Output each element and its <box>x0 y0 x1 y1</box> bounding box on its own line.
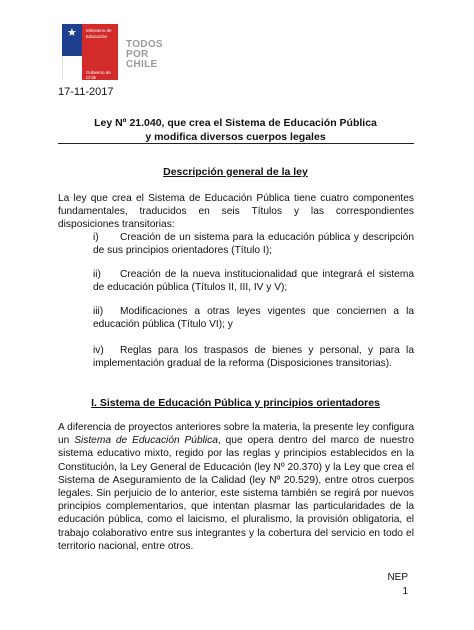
footer-code: NEP <box>387 572 408 583</box>
system-paragraph: A diferencia de proyectos anteriores sobre la materia, la presente ley configura un Sistema de Educación Pública, que opera dentro del marco de nuestro sistema educativo mixto, regido por las reglas y principios establecidos en la Constitución, la Ley General de Educación (ley Nº 20.370) y la Ley que crea el Sistema de Aseguramiento de la Calidad (ley Nº 20.529), entre otros cuerpos legales. Sin perjuicio de lo anterior, este sistema también se regirá por nuevos principios complementarios, que intentan plasmar las particularidades de la educación pública, como el laicismo, el pluralismo, la provisión obligatoria, el trabajo colaborativo entre sus integrantes y la cobertura del servicio en todo el territorio nacional, entre otros. <box>58 422 414 552</box>
section-heading-general: Descripción general de la ley <box>163 166 308 178</box>
logo-gov-text: Gobierno de Chile <box>86 70 111 80</box>
intro-paragraph: La ley que crea el Sistema de Educación Pública tiene cuatro componentes fundamentales, traducidos en seis Títulos y las correspondientes disposiciones transitorias: <box>58 193 414 231</box>
logo-slogan: TODOS POR CHILE <box>126 39 163 70</box>
list-item: iv) Reglas para los traspasos de bienes y personal, y para la implementación gradual de la reforma (Disposiciones transitorias). <box>93 345 414 370</box>
section-heading-system: I. Sistema de Educación Pública y principios orientadores <box>91 397 380 409</box>
list-item: iii) Modificaciones a otras leyes vigentes que conciernen a la educación pública (Título VI); y <box>93 306 414 331</box>
logo-ministry-text: Ministerio de Educación <box>86 28 112 39</box>
star-icon: ★ <box>67 27 77 39</box>
logo-emblem <box>62 24 118 80</box>
title-divider <box>58 143 414 144</box>
ministry-logo <box>62 24 162 82</box>
page-number: 1 <box>402 586 408 597</box>
document-date: 17-11-2017 <box>58 86 114 98</box>
list-item: ii) Creación de la nueva institucionalidad que integrará el sistema de educación pública (Títulos II, III, IV y V); <box>93 269 414 294</box>
list-item: i) Creación de un sistema para la educación pública y descripción de sus principios orientadores (Título I); <box>93 232 414 257</box>
document-title: Ley Nº 21.040, que crea el Sistema de Educación Pública y modifica diversos cuerpos legales <box>94 117 377 143</box>
